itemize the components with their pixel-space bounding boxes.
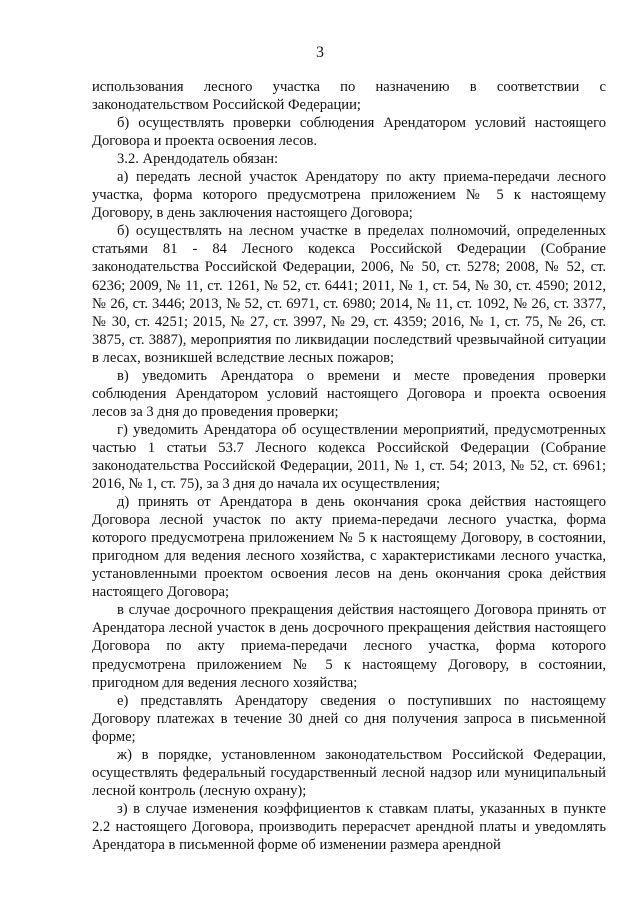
- paragraph-item-e-payments: е) представлять Арендатору сведения о поступивших по настоящему Договору платежах в течение 30 дней со дня получения запроса в письменной форме;: [92, 692, 606, 745]
- paragraph-item-a-transfer: а) передать лесной участок Арендатору по акту приема-передачи лесного участка, форма которого предусмотрена приложением № 5 к настоящему Договору, в день заключения настоящего Договора;: [92, 169, 606, 222]
- document-body: [92, 78, 606, 854]
- paragraph-early-termination: в случае досрочного прекращения действия настоящего Договора принять от Арендатора лесной участок в день досрочного прекращения действия настоящего Договора по акту приема-передачи лесного участка, форма которого предусмотрена приложением № 5 к настоящему Договору, в состоянии, пригодном для ведения лесного хозяйства;: [92, 602, 606, 691]
- paragraph-item-zh-supervision: ж) в порядке, установленном законодательством Российской Федерации, осуществлять федеральный государственный лесной надзор или муниципальный лесной контроль (лесную охрану);: [92, 746, 606, 799]
- paragraph-item-b-measures: б) осуществлять на лесном участке в пределах полномочий, определенных статьями 81 - 84 Лесного кодекса Российской Федерации (Собрание законодательства Российской Федерации, 2006, № 50, ст. 5278; 2008, № 52, ст. 6236; 2009, № 11, ст. 1261, № 52, ст. 6441; 2011, № 1, ст. 54, № 30, ст. 4590; 2012, № 26, ст. 3446; 2013, № 52, ст. 6971, ст. 6980; 2014, № 11, ст. 1092, № 26, ст. 3377, № 30, ст. 4251; 2015, № 27, ст. 3997, № 29, ст. 4359; 2016, № 1, ст. 75, № 26, ст. 3875, ст. 3887), мероприятия по ликвидации последствий чрезвычайной ситуации в лесах, возникшей вследствие лесных пожаров;: [92, 223, 606, 366]
- paragraph-item-z-recalculation: з) в случае изменения коэффициентов к ставкам платы, указанных в пункте 2.2 настоящего Договора, производить перерасчет арендной платы и уведомлять Арендатора в письменной форме об изменении размера арендной: [92, 800, 606, 853]
- paragraph-item-b-inspections: б) осуществлять проверки соблюдения Арендатором условий настоящего Договора и проекта освоения лесов.: [92, 115, 606, 150]
- section-heading-3-2: 3.2. Арендодатель обязан:: [117, 151, 279, 168]
- paragraph-item-g-notify-measures: г) уведомить Арендатора об осуществлении мероприятий, предусмотренных частью 1 статьи 53.7 Лесного кодекса Российской Федерации (Собрание законодательства Российской Федерации, 2011, № 1, ст. 54; 2013, № 52, ст. 6961; 2016, № 1, ст. 75), за 3 дня до начала их осуществления;: [92, 421, 606, 493]
- paragraph-continuation: использования лесного участка по назначению в соответствии с законодательством Российской Федерации;: [92, 79, 606, 114]
- paragraph-item-v-notify-inspection: в) уведомить Арендатора о времени и месте проведения проверки соблюдения Арендатором условий настоящего Договора и проекта освоения лесов за 3 дня до проведения проверки;: [92, 367, 606, 420]
- page-number: 3: [316, 44, 324, 61]
- paragraph-item-d-accept: д) принять от Арендатора в день окончания срока действия настоящего Договора лесной участок по акту приема-передачи лесного участка, форма которого предусмотрена приложением № 5 к настоящему Договору, в состоянии, пригодном для ведения лесного хозяйства, с характеристиками лесного участка, установленными проектом освоения лесов на день окончания срока действия настоящего Договора;: [92, 494, 606, 601]
